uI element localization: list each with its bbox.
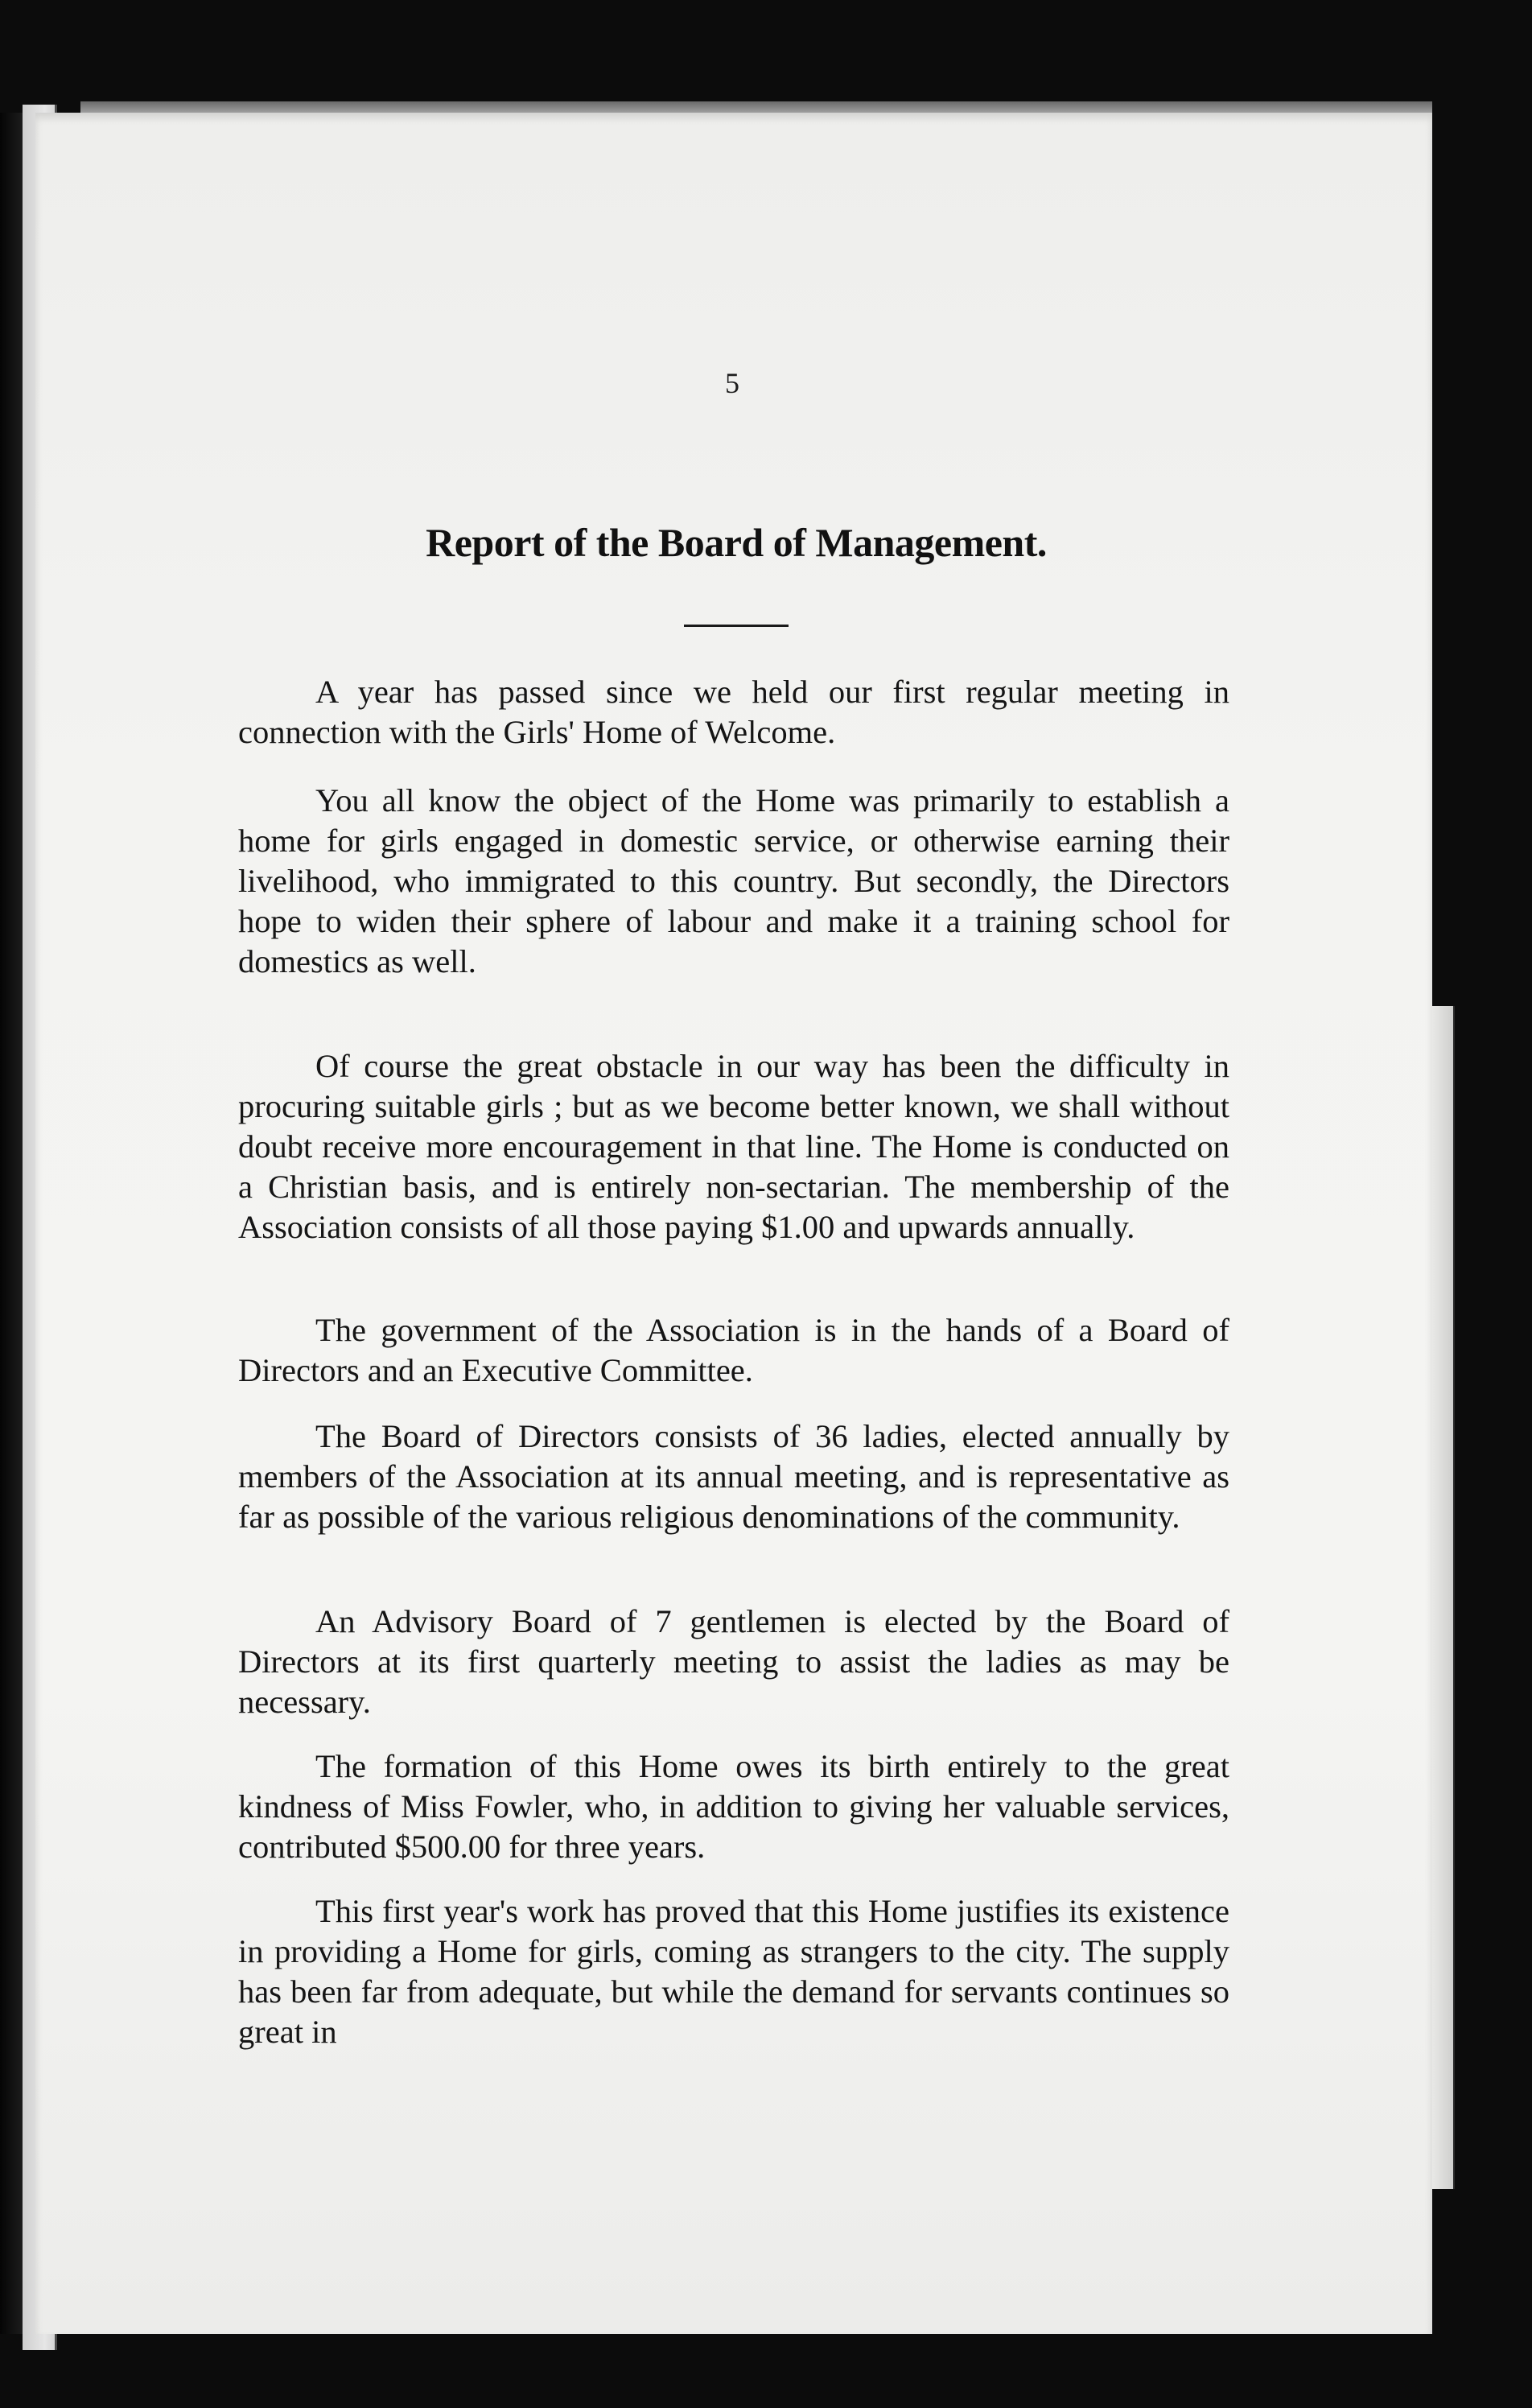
- page-title: Report of the Board of Management.: [426, 520, 1047, 565]
- paragraph-4: The government of the Association is in the hands of a Board of Directors and an Executive Committee.: [238, 1312, 1229, 1388]
- paragraph-3: Of course the great obstacle in our way has been the difficulty in procuring suitable girls ; but as we become better known, we shall without doubt receive more encouragement in that line. The Home is conducted on a Christian basis, and is entirely non-sectarian. The membership of the Association consists of all those paying $1.00 and upwards annually.: [238, 1048, 1229, 1245]
- page-number: 5: [725, 367, 739, 399]
- page-right-edge: [1432, 1006, 1455, 2189]
- paragraph-6: An Advisory Board of 7 gentlemen is elected by the Board of Directors at its first quarterly meeting to assist the ladies as may be necessary.: [238, 1603, 1229, 1720]
- paragraph-1: A year has passed since we held our first regular meeting in connection with the Girls' Home of Welcome.: [238, 674, 1229, 750]
- title-divider: [684, 625, 789, 627]
- paragraph-7: The formation of this Home owes its birth entirely to the great kindness of Miss Fowler, who, in addition to giving her valuable services, contributed $500.00 for three years.: [238, 1748, 1229, 1865]
- paragraph-2: You all know the object of the Home was primarily to establish a home for girls engaged in domestic service, or otherwise earning their livelihood, who immigrated to this country. But secondly, the Directors hope to widen their sphere of labour and make it a training school for domestics as well.: [238, 782, 1229, 979]
- paragraph-5: The Board of Directors consists of 36 ladies, elected annually by members of the Association at its annual meeting, and is representative as far as possible of the various religious denominations of the community.: [238, 1418, 1229, 1535]
- paragraph-8: This first year's work has proved that this Home justifies its existence in providing a Home for girls, coming as strangers to the city. The supply has been far from adequate, but while the demand for servants continues so great in: [238, 1893, 1229, 2050]
